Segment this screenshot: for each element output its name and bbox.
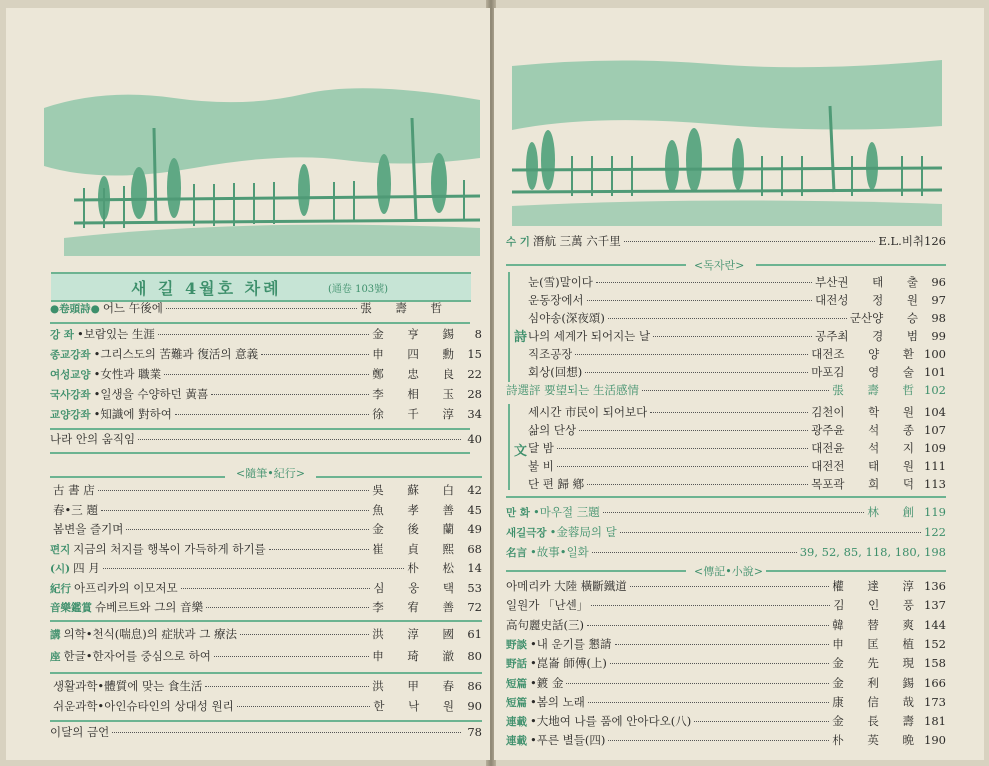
entry-title: 詩選評 要望되는 生活感情	[506, 383, 640, 397]
leader-dots	[206, 607, 369, 608]
toc-row-bio[interactable]	[506, 732, 946, 749]
entry-page: 68	[467, 541, 482, 556]
divider	[50, 452, 470, 454]
entry-author: 金 亨 錫	[372, 327, 464, 341]
entry-title: 불 비	[528, 459, 554, 473]
entry-title: 단 편 歸 鄕	[528, 477, 585, 491]
toc-row-bio[interactable]	[506, 597, 946, 614]
entry-page: 126	[924, 234, 946, 248]
entry-title: 나의 세계가 되어지는 날	[528, 329, 651, 343]
entry-author: 金 後 蘭	[372, 522, 464, 536]
toc-row-bio[interactable]	[506, 655, 946, 672]
entry-title: 직조공장	[528, 347, 573, 361]
category-label: 講	[50, 629, 61, 641]
entry-title: 일원가 「난센」	[506, 598, 589, 613]
category-label: 短篇	[506, 677, 527, 690]
entry-author: 金 長 壽	[832, 714, 925, 729]
leader-dots	[214, 656, 369, 657]
entry-title: 달 밤	[528, 441, 554, 455]
divider	[756, 264, 946, 266]
entry-region: 목포	[811, 477, 834, 491]
entry-page: 104	[924, 405, 946, 419]
divider	[766, 570, 946, 572]
entry-author: 이 학 원	[833, 405, 925, 419]
entry-author: 李 相 玉	[372, 387, 464, 401]
bracket-line	[508, 404, 510, 490]
category-label: 종교강좌	[50, 349, 91, 361]
entry-author: 申 匡 植	[832, 636, 925, 651]
toc-row-bio[interactable]	[506, 617, 946, 634]
entry-author: 곽 희 덕	[833, 477, 925, 491]
left-page	[6, 8, 490, 760]
category-label: 名言	[506, 547, 527, 559]
category-label: 野話	[506, 658, 527, 671]
entry-title: 한글•한자어를 중심으로 하여	[63, 649, 211, 663]
toc-row-lecture[interactable]	[50, 326, 482, 343]
divider	[50, 720, 482, 722]
entry-page: 166	[924, 675, 946, 690]
entry-author: 崔 貞 熙	[372, 541, 464, 556]
section-header-essays: <隨筆•紀行>	[236, 467, 305, 480]
toc-row-science[interactable]	[50, 678, 482, 695]
category-label: 국사강좌	[50, 389, 91, 401]
entry-page: 136	[924, 579, 946, 593]
toc-row-essay[interactable]	[50, 482, 482, 499]
entry-page: 173	[924, 694, 946, 709]
entry-page: 22	[467, 367, 482, 381]
leader-dots	[603, 512, 865, 513]
entry-title: 운동장에서	[528, 293, 584, 307]
entry-title: 심야송(深夜頌)	[528, 311, 605, 325]
toc-row-prose[interactable]	[528, 440, 946, 457]
entry-page: 181	[924, 714, 946, 729]
entry-region: 군산	[849, 311, 873, 325]
entry-title: 아프리카의 이모저모	[74, 580, 178, 595]
entry-author: 심 웅 택	[373, 580, 464, 595]
divider	[506, 496, 946, 498]
leader-dots	[587, 300, 813, 301]
entry-author: 權 達 淳	[832, 579, 925, 593]
entry-author: 康 信 哉	[832, 694, 925, 709]
entry-author: 한 낙 원	[373, 699, 464, 713]
leader-dots	[650, 412, 808, 413]
category-label: 수 기	[506, 236, 530, 248]
toc-row-poem[interactable]	[528, 346, 946, 363]
entry-page: 39, 52, 85, 118, 180, 198	[799, 545, 946, 559]
entry-author: 전 태 원	[833, 459, 925, 473]
divider	[50, 620, 482, 622]
leader-dots	[591, 605, 830, 606]
entry-author: 조 양 환	[833, 347, 925, 361]
entry-page: 152	[924, 636, 946, 651]
leader-dots	[261, 354, 369, 355]
category-label: ●卷頭詩●	[50, 303, 100, 315]
entry-title: 潛航 三萬 六千里	[532, 234, 621, 248]
toc-row-poem[interactable]	[528, 364, 946, 381]
entry-author: E.L.비취	[878, 234, 925, 248]
entry-title: 눈(雪)말이다	[528, 275, 593, 289]
leader-dots	[112, 732, 461, 733]
entry-author: 金 利 錫	[832, 675, 925, 690]
entry-author: 양 승	[872, 311, 928, 325]
entry-author: 吳 蘇 白	[372, 483, 464, 497]
leader-dots	[585, 372, 808, 373]
toc-row-proverb[interactable]	[50, 724, 482, 741]
entry-author: 申 四 勳	[372, 347, 464, 361]
entry-page: 80	[467, 649, 482, 663]
entry-page: 107	[924, 423, 946, 437]
toc-row-poem[interactable]	[528, 328, 946, 345]
divider	[316, 476, 482, 478]
toc-row-bio[interactable]	[506, 675, 946, 692]
bracket-line	[508, 272, 510, 382]
entry-page: 42	[467, 483, 482, 497]
section-header-readers: <독자란>	[694, 259, 745, 272]
section-header-bio: <傳記•小說>	[694, 565, 763, 578]
toc-row-prose[interactable]	[528, 458, 946, 475]
toc-row-poem[interactable]	[528, 292, 946, 309]
toc-row-prose[interactable]	[528, 404, 946, 421]
entry-title: •崑崙 師傅(上)	[530, 656, 607, 671]
entry-page: 98	[931, 311, 946, 325]
toc-row-opening[interactable]	[50, 300, 470, 317]
entry-page: 102	[924, 383, 946, 397]
entry-page: 45	[467, 502, 482, 517]
entry-title: 高句麗史話(三)	[506, 617, 584, 632]
leader-dots	[615, 644, 830, 645]
toc-row-poem-review[interactable]	[506, 382, 946, 399]
category-label: 편지	[50, 543, 71, 556]
entry-title: •마우절 三題	[532, 505, 600, 519]
entry-region: 대전	[811, 441, 834, 455]
toc-row-science[interactable]	[50, 698, 482, 715]
right-page	[494, 8, 984, 760]
category-label: 音樂鑑賞	[50, 602, 92, 614]
leader-dots	[158, 334, 369, 335]
leader-dots	[138, 439, 461, 440]
leader-dots	[269, 549, 370, 550]
entry-page: 113	[924, 477, 946, 491]
toc-row-essay[interactable]	[50, 560, 482, 577]
category-label: 강 좌	[50, 329, 74, 341]
entry-page: 100	[924, 347, 946, 361]
entry-author: 洪 淳 國	[372, 627, 464, 641]
entry-title: •일생을 수양하던 黃喜	[93, 387, 209, 401]
toc-row-misc[interactable]	[506, 544, 946, 561]
toc-row-essay[interactable]	[50, 521, 482, 538]
toc-row-bio[interactable]	[506, 578, 946, 595]
entry-title: •봄의 노래	[530, 694, 585, 709]
entry-page: 97	[931, 293, 946, 307]
leader-dots	[103, 568, 405, 569]
entry-title: 四 月	[73, 561, 100, 575]
category-label: 野談	[506, 638, 527, 651]
divider	[50, 428, 470, 430]
entry-page: 137	[924, 598, 946, 613]
leader-dots	[620, 532, 921, 533]
entry-page: 49	[467, 522, 482, 536]
leader-dots	[694, 721, 829, 722]
toc-row-lecture2[interactable]	[50, 626, 482, 643]
leader-dots	[181, 588, 371, 589]
leader-dots	[166, 308, 357, 309]
toc-row-misc[interactable]	[506, 504, 946, 521]
entry-region: 광주	[811, 423, 834, 437]
category-label: 座	[50, 651, 61, 663]
entry-author: 朴 英 晩	[832, 733, 925, 748]
leader-dots	[587, 625, 829, 626]
entry-author: 김 영 술	[833, 365, 925, 379]
entry-title: 어느 午後에	[102, 301, 163, 315]
toc-row-note[interactable]	[506, 233, 946, 250]
entry-title: •大地여 나를 품에 안아다오(八)	[530, 714, 692, 729]
entry-title: 슈베르트와 그의 音樂	[95, 600, 204, 614]
entry-author: 張 壽 哲	[832, 383, 925, 397]
entry-author: 朴 松	[407, 561, 464, 575]
leader-dots	[587, 484, 808, 485]
entry-title: 생활과학•體質에 맞는 食生活	[53, 679, 203, 693]
entry-region: 대전	[815, 293, 838, 307]
entry-page: 28	[467, 387, 482, 401]
entry-region: 부산	[815, 275, 838, 289]
entry-author: 洪 甲 春	[372, 679, 464, 693]
entry-author: 林 創	[867, 505, 925, 519]
leader-dots	[98, 490, 369, 491]
divider	[50, 672, 482, 674]
entry-page: 86	[467, 679, 482, 693]
entry-page: 14	[467, 561, 482, 575]
entry-page: 158	[924, 656, 946, 671]
leader-dots	[101, 510, 369, 511]
entry-page: 40	[467, 432, 482, 446]
leader-dots	[164, 374, 369, 375]
category-label: (시)	[50, 563, 71, 575]
toc-row-inner[interactable]	[50, 431, 482, 448]
landscape-illustration-left	[44, 88, 480, 256]
entry-title: 春•三 題	[53, 502, 98, 517]
entry-title: •知識에 對하여	[93, 407, 172, 421]
category-label: 교양강좌	[50, 409, 91, 421]
entry-author: 韓 替 爽	[832, 617, 925, 632]
entry-page: 99	[931, 329, 946, 343]
leader-dots	[610, 663, 829, 664]
leader-dots	[624, 241, 876, 242]
toc-row-poem[interactable]	[528, 274, 946, 291]
toc-row-misc[interactable]	[506, 524, 946, 541]
entry-title: •女性과 職業	[93, 367, 162, 381]
leader-dots	[240, 634, 369, 635]
entry-page: 90	[467, 699, 482, 713]
entry-page: 15	[467, 347, 482, 361]
entry-title: 지금의 처지를 행복이 가득하게 하기를	[73, 541, 266, 556]
category-label: 短篇	[506, 696, 527, 709]
entry-author: 李 宥 善	[372, 600, 464, 614]
entry-title: •그리스도의 苦難과 復活의 意義	[93, 347, 259, 361]
entry-page: 144	[924, 617, 946, 632]
entry-page: 78	[467, 725, 482, 739]
leader-dots	[126, 529, 369, 530]
toc-row-essay[interactable]	[50, 599, 482, 616]
toc-row-essay[interactable]	[50, 580, 482, 597]
leader-dots	[175, 414, 369, 415]
landscape-illustration-right	[512, 56, 942, 232]
entry-title: 아메리카 大陸 橫斷鐵道	[506, 579, 627, 593]
leader-dots	[608, 318, 847, 319]
toc-row-prose[interactable]	[528, 422, 946, 439]
category-poem: 詩	[514, 330, 528, 345]
entry-title: 세시간 市民이 되어보다	[528, 405, 648, 419]
leader-dots	[653, 336, 812, 337]
leader-dots	[566, 683, 829, 684]
divider	[50, 322, 470, 324]
toc-row-lecture[interactable]	[50, 346, 482, 363]
entry-page: 61	[467, 627, 482, 641]
entry-author: 김 인 풍	[833, 598, 925, 613]
toc-row-lecture[interactable]	[50, 406, 482, 423]
leader-dots	[211, 394, 369, 395]
entry-title: 쉬운과학•아인슈타인의 상대성 원리	[53, 699, 234, 713]
entry-page: 96	[931, 275, 946, 289]
entry-page: 53	[467, 580, 482, 595]
entry-page: 8	[474, 327, 482, 341]
leader-dots	[575, 354, 808, 355]
entry-page: 122	[924, 525, 946, 539]
entry-author: 鄭 忠 良	[372, 367, 464, 381]
entry-title: •보람있는 生涯	[76, 327, 155, 341]
entry-region: 마포	[811, 365, 834, 379]
entry-region: 공주	[815, 329, 838, 343]
entry-page: 119	[924, 505, 946, 519]
entry-author: 성 정 원	[837, 293, 928, 307]
leader-dots	[596, 282, 812, 283]
leader-dots	[557, 466, 808, 467]
entry-title: •故事•일화	[530, 545, 589, 559]
toc-title: 새 길 4월호 차례	[131, 279, 282, 298]
entry-title: 의학•천식(喘息)의 症狀과 그 療法	[63, 627, 237, 641]
entry-region: 대전	[811, 347, 834, 361]
entry-page: 190	[924, 733, 946, 748]
entry-page: 72	[467, 600, 482, 614]
entry-title: 삶의 단상	[528, 423, 577, 437]
leader-dots	[237, 706, 371, 707]
category-label: 紀行	[50, 582, 71, 595]
entry-author: 윤 석 종	[833, 423, 925, 437]
entry-author: 金 先 現	[832, 656, 925, 671]
entry-title: 古 書 店	[53, 483, 95, 497]
category-label: 여성교양	[50, 369, 91, 381]
entry-author: 윤 석 지	[833, 441, 925, 455]
category-label: 새길극장	[506, 527, 547, 539]
toc-row-lecture[interactable]	[50, 386, 482, 403]
leader-dots	[608, 740, 829, 741]
leader-dots	[579, 430, 808, 431]
toc-row-bio[interactable]	[506, 713, 946, 730]
leader-dots	[557, 448, 808, 449]
entry-page: 109	[924, 441, 946, 455]
toc-row-lecture[interactable]	[50, 366, 482, 383]
entry-author: 徐 千 淳	[372, 407, 464, 421]
category-label: 만 화	[506, 507, 530, 519]
entry-title: •金蓉局의 달	[549, 525, 617, 539]
entry-title: 이달의 금언	[50, 725, 110, 739]
entry-title: •鍍 金	[530, 675, 564, 690]
entry-title: 봄변을 즐기며	[53, 522, 124, 536]
toc-row-prose[interactable]	[528, 476, 946, 493]
category-label: 連載	[506, 716, 527, 729]
divider	[506, 264, 686, 266]
leader-dots	[588, 702, 829, 703]
issue-number: (通卷 103號)	[328, 284, 389, 295]
toc-row-poem[interactable]	[528, 310, 946, 327]
entry-author: 최 경 범	[837, 329, 928, 343]
entry-author: 申 琦 澈	[372, 649, 464, 663]
divider	[50, 476, 225, 478]
toc-row-bio[interactable]	[506, 636, 946, 653]
entry-title: •내 운기를 懇請	[530, 636, 612, 651]
entry-title: 나라 안의 움직임	[50, 432, 136, 446]
entry-author: 張 壽 哲	[360, 301, 452, 315]
toc-row-bio[interactable]	[506, 694, 946, 711]
entry-title: 회상(回想)	[528, 365, 583, 379]
entry-region: 대전	[811, 459, 834, 473]
entry-region: 김천	[811, 405, 834, 419]
leader-dots	[642, 390, 829, 391]
toc-row-lecture2[interactable]	[50, 648, 482, 665]
leader-dots	[630, 586, 829, 587]
entry-title: •푸른 별들(四)	[530, 733, 606, 748]
category-prose: 文	[514, 444, 528, 459]
toc-row-essay[interactable]	[50, 502, 482, 519]
entry-page: 101	[924, 365, 946, 379]
leader-dots	[592, 552, 797, 553]
entry-page: 34	[467, 407, 482, 421]
entry-author: 魚 孝 善	[372, 502, 464, 517]
entry-page: 111	[924, 459, 946, 473]
toc-row-essay[interactable]	[50, 541, 482, 558]
leader-dots	[205, 686, 369, 687]
divider	[506, 570, 686, 572]
entry-author: 권 태 출	[837, 275, 928, 289]
category-label: 連載	[506, 735, 527, 748]
